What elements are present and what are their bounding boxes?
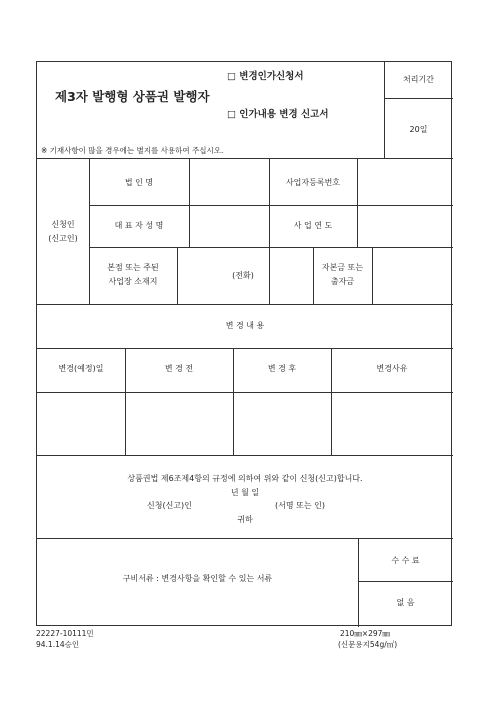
col-before: 변 경 전 xyxy=(164,364,194,373)
phone-label: (전화) xyxy=(232,271,254,280)
divider xyxy=(358,538,359,627)
divider xyxy=(37,348,453,349)
processing-period-label: 처리기간 xyxy=(403,75,434,84)
signature-note: (서명 또는 인) xyxy=(275,501,325,510)
divider xyxy=(37,455,453,456)
change-section-header: 변 경 내 용 xyxy=(225,321,265,330)
hq-address-label-sub: 사업장 소재지 xyxy=(108,277,158,286)
capital-label-sub: 출자금 xyxy=(330,277,355,286)
col-after: 변 경 후 xyxy=(267,364,297,373)
fee-label: 수 수 료 xyxy=(391,556,420,565)
declaration-text: 상품권법 제6조제4항의 규정에 의하여 위와 같이 신청(신고)합니다. xyxy=(127,474,363,483)
change-date-field[interactable] xyxy=(38,393,124,454)
corp-name-label: 법 인 명 xyxy=(124,178,154,187)
hq-address-label: 본점 또는 주된 xyxy=(107,263,159,272)
biz-year-label: 사 업 연 도 xyxy=(293,221,333,230)
approval-date: 94.1.14승인 xyxy=(36,640,80,649)
divider xyxy=(358,581,453,582)
before-field[interactable] xyxy=(126,393,232,454)
processing-period-value: 20일 xyxy=(409,125,428,134)
form-note: ※ 기재사항이 많을 경우에는 별지를 사용하여 주십시오. xyxy=(41,146,224,155)
col-change-date: 변경(예정)일 xyxy=(58,364,104,373)
biz-year-field[interactable] xyxy=(358,206,452,246)
declaration-date: 년 월 일 xyxy=(230,488,260,497)
phone-field[interactable] xyxy=(270,248,312,303)
after-field[interactable] xyxy=(234,393,330,454)
divider xyxy=(384,98,453,99)
form-number: 22227-10111민 xyxy=(36,629,94,638)
col-reason: 변경사유 xyxy=(376,364,408,373)
paper-type: (신문용지54g/㎡) xyxy=(338,640,398,649)
checkbox-change-approval[interactable]: □ 변경인가신청서 xyxy=(227,71,304,82)
form-title: 제3자 발행형 상품권 발행자 xyxy=(55,89,210,104)
capital-field[interactable] xyxy=(373,248,452,303)
applicant-label-sub: (신고인) xyxy=(48,234,78,243)
biz-reg-no-label: 사업자등록번호 xyxy=(285,178,341,187)
checkbox-change-report[interactable]: □ 인가내용 변경 신고서 xyxy=(227,109,329,120)
divider xyxy=(37,304,453,305)
rep-name-label: 대 표 자 성 명 xyxy=(114,221,164,230)
required-documents: 구비서류 : 변경사항을 확인할 수 있는 서류 xyxy=(122,574,273,583)
corp-name-field[interactable] xyxy=(190,159,268,204)
paper-size: 210㎜×297㎜ xyxy=(340,629,390,638)
reason-field[interactable] xyxy=(332,393,452,454)
divider xyxy=(37,538,453,539)
biz-reg-no-field[interactable] xyxy=(358,159,452,204)
signer-label: 신청(신고)인 xyxy=(147,501,192,510)
addressee: 귀하 xyxy=(237,515,253,524)
rep-name-field[interactable] xyxy=(190,206,268,246)
capital-label: 자본금 또는 xyxy=(321,263,364,272)
application-form xyxy=(36,61,452,626)
applicant-label: 신청인 xyxy=(51,220,75,229)
fee-value: 없 음 xyxy=(396,598,415,607)
